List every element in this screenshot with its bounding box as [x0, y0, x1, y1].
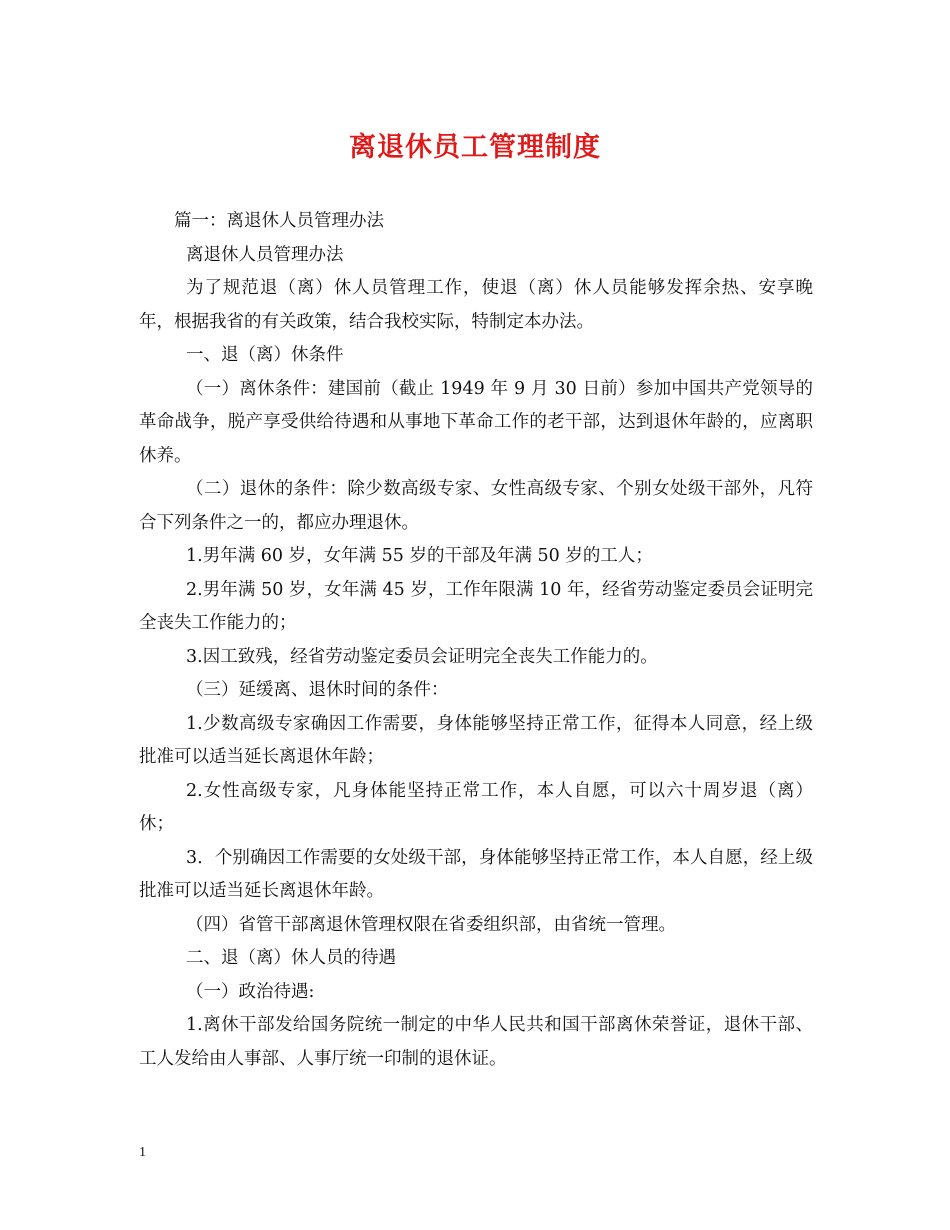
list-item: 2.男年满 50 岁，女年满 45 岁，工作年限满 10 年，经省劳动鉴定委员会证明完全丧失工作能力的；: [139, 579, 813, 633]
subsection-heading: （一）政治待遇:: [186, 981, 315, 1002]
list-item: 1.离休干部发给国务院统一制定的中华人民共和国干部离休荣誉证，退休干部、工人发给由人事部、人事厅统一印制的退休证。: [139, 1015, 813, 1069]
list-item: 3.因工致残，经省劳动鉴定委员会证明完全丧失工作能力的。: [186, 646, 658, 667]
document-title: 离退休员工管理制度: [349, 132, 601, 163]
list-item: 1.男年满 60 岁，女年满 55 岁的干部及年满 50 岁的工人；: [186, 546, 653, 566]
subtitle-paragraph: 离退休人员管理办法: [186, 244, 344, 265]
section-heading: 二、退（离）休人员的待遇: [186, 948, 396, 968]
section-heading: 一、退（离）休条件: [186, 345, 344, 365]
section-heading-part-one: 篇一：离退休人员管理办法: [174, 211, 384, 231]
body-paragraph: 为了规范退（离）休人员管理工作，使退（离）休人员能够发挥余热、安享晚年，根据我省的有关政策，结合我校实际，特制定本办法。: [139, 278, 813, 332]
list-item: 1.少数高级专家确因工作需要，身体能够坚持正常工作，征得本人同意，经上级批准可以适当延长离退休年龄；: [139, 713, 813, 767]
body-paragraph: （一）离休条件：建国前（截止 1949 年 9 月 30 日前）参加中国共产党领导的革命战争，脱产享受供给待遇和从事地下革命工作的老干部，达到退休年龄的，应离职休养。: [139, 378, 813, 466]
subsection-heading: （三）延缓离、退休时间的条件：: [186, 680, 449, 700]
list-item: 2.女性高级专家，凡身体能坚持正常工作，本人自愿，可以六十周岁退（离）休；: [139, 780, 813, 834]
body-paragraph: （四）省管干部离退休管理权限在省委组织部，由省统一管理。: [186, 914, 676, 935]
page-number: 1: [139, 1145, 146, 1160]
document-body: [139, 205, 813, 1076]
list-item: 3．个别确因工作需要的女处级干部，身体能够坚持正常工作，本人自愿，经上级批准可以适当延长离退休年龄。: [139, 847, 813, 901]
body-paragraph: （二）退休的条件：除少数高级专家、女性高级专家、个别女处级干部外，凡符合下列条件之一的，都应办理退休。: [139, 479, 813, 533]
